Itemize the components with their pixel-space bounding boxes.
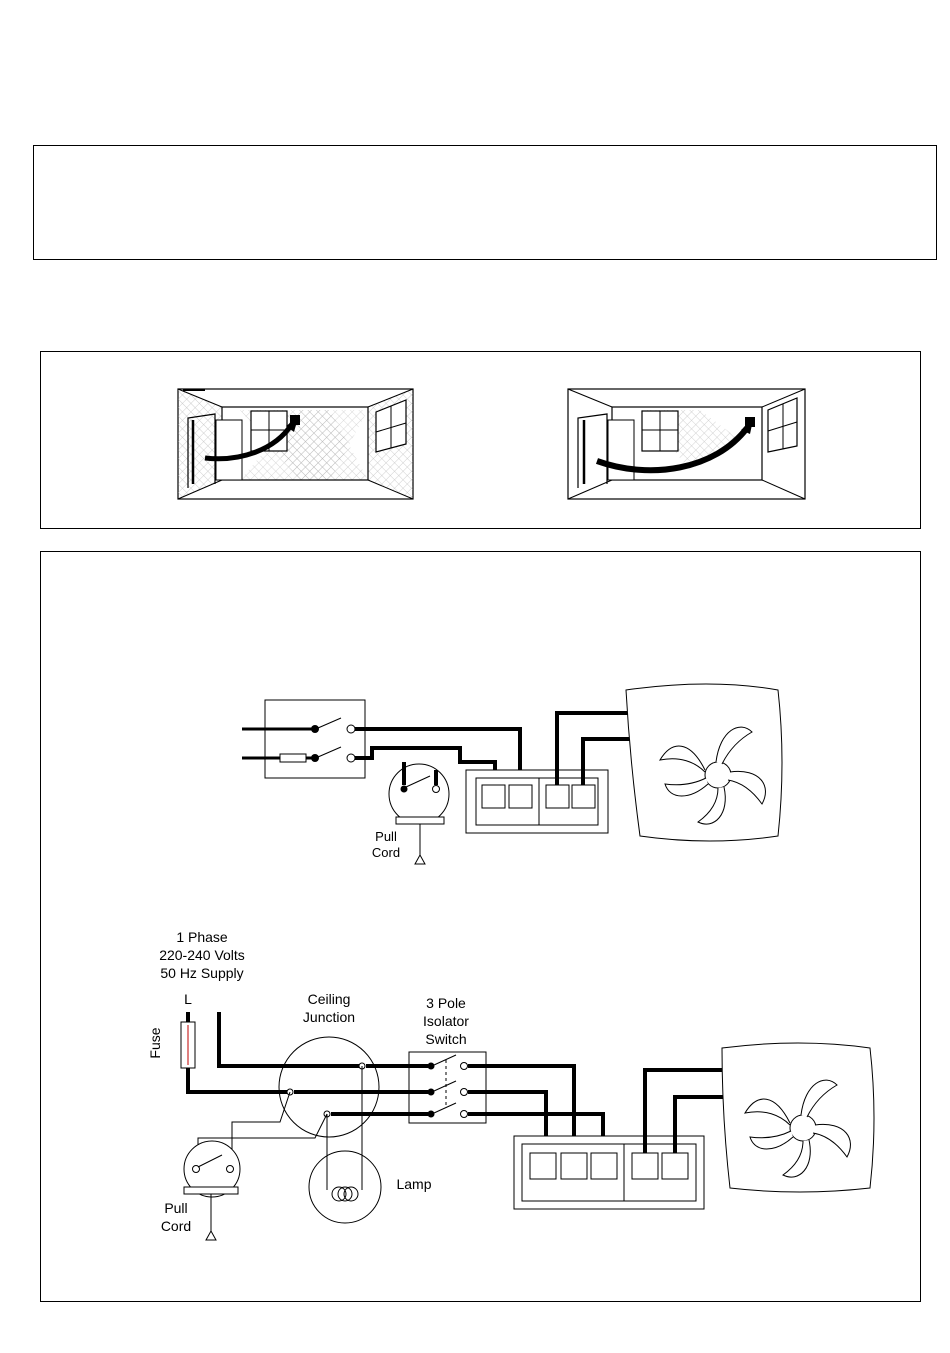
wiring-diagram-1 [242, 684, 782, 864]
wiring-diagram-2 [147, 929, 874, 1240]
lamp-label: Lamp [396, 1176, 432, 1192]
isolator-label-3: Switch [425, 1031, 467, 1047]
pull-cord-label-2b: Cord [160, 1218, 192, 1234]
pull-cord-label-1b: Cord [371, 845, 401, 860]
supply-label-3: 50 Hz Supply [160, 965, 244, 981]
ceiling-junction-label-2: Junction [302, 1009, 356, 1025]
isolator-label-2: Isolator [423, 1013, 469, 1029]
isolator-label-1: 3 Pole [426, 995, 466, 1011]
ceiling-junction-label-1: Ceiling [307, 991, 351, 1007]
room-illustration-correct [178, 389, 413, 499]
live-label: L [184, 991, 192, 1007]
pull-cord-label-2a: Pull [164, 1200, 188, 1216]
fuse-label: Fuse [147, 1027, 163, 1059]
supply-label-2: 220-240 Volts [159, 947, 245, 963]
supply-label-1: 1 Phase [176, 929, 228, 945]
room-illustration-incorrect [568, 389, 805, 499]
pull-cord-label-1a: Pull [375, 829, 397, 844]
